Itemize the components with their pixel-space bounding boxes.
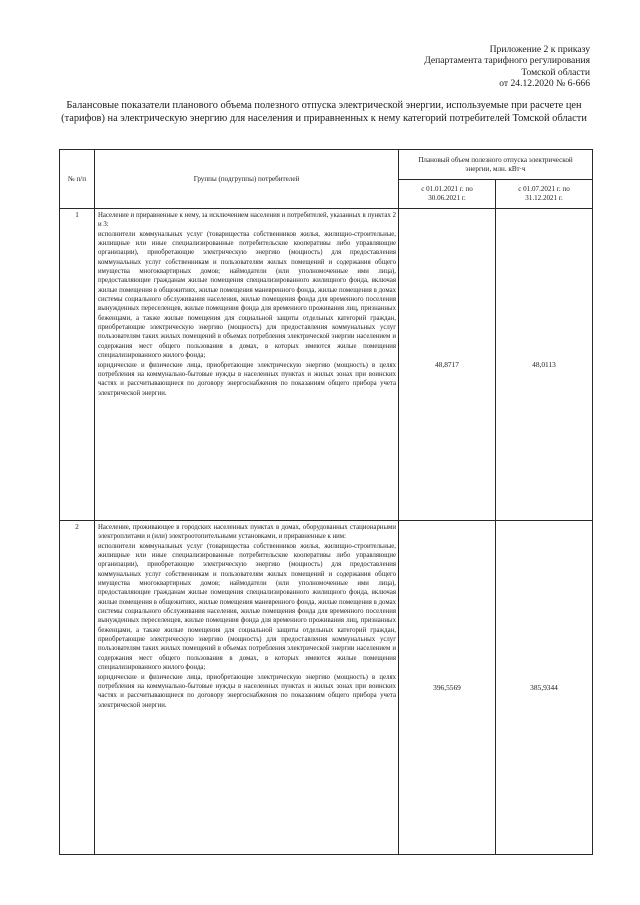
consumer-group-cell [95,209,399,521]
header-period-1: с 01.01.2021 г. по 30.06.2021 г. [399,180,496,209]
group-paragraph: исполнители коммунальных услуг (товарищества собственников жилья, жилищно-строительные, жилищные или иные специализированные потребительские кооперативы либо управляющие организации), приобретающие электрическую энергию (мощность) для предоставления коммунальных услуг собственникам и пользователям жилых помещений и содержания общего имущества многоквартирных домов; наймодатели (или уполномоченные ими лица), предоставляющие гражданам жилые помещения специализированного жилищного фонда, включая жилые помещения в общежитиях, жилые помещения маневренного фонда, жилые помещения в домах системы социального обслуживания населения, жилые помещения фонда для временного поселения вынужденных переселенцев, жилые помещения фонда для временного проживания лиц, признанных беженцами, а также жилые помещения для социальной защиты отдельных категорий граждан, приобретающие электрическую энергию (мощность) для предоставления коммунальных услуг пользователям таких жилых помещений в объемах потребления электрической энергии населением и содержания мест общего пользования в домах, в которых имеются жилые помещения специализированного жилого фонда; [98,230,396,360]
group-paragraph: юридические и физические лица, приобретающие электрическую энергию (мощность) в целях потребления на коммунально-бытовые нужды в населенных пунктах и жилых зонах при воинских частях и рассчитывающиеся по договору энергоснабжения по показаниям общего прибора учета электрической энергии. [98,361,396,397]
header-group: Группы (подгруппы) потребителей [95,150,399,209]
volume-period-2: 48,0113 [496,209,593,521]
group-intro: Население и приравненные к нему, за исключением населения и потребителей, указанных в пунктах 2 и 3: [98,212,396,229]
volume-period-2: 385,9344 [496,521,593,855]
appendix-line-4: от 24.12.2020 № 6-666 [499,78,590,90]
volume-period-1: 396,5569 [399,521,496,855]
group-paragraph: юридические и физические лица, приобретающие электрическую энергию (мощность) в целях потребления на коммунально-бытовые нужды в населенных пунктах и жилых зонах при воинских частях и рассчитывающиеся по договору энергоснабжения по показаниям общего прибора учета электрической энергии. [98,673,396,709]
row-number: 1 [60,209,95,521]
table-row [60,209,593,521]
header-volume: Плановый объем полезного отпуска электрической энергии, млн. кВт·ч [399,150,593,180]
header-num: № п/п [60,150,95,209]
balance-table [59,149,593,855]
header-period-2: с 01.07.2021 г. по 31.12.2021 г. [496,180,593,209]
appendix-block [340,44,590,90]
group-paragraph: исполнители коммунальных услуг (товарищества собственников жилья, жилищно-строительные, жилищные или иные специализированные потребительские кооперативы либо управляющие организации), приобретающие электрическую энергию (мощность) для предоставления коммунальных услуг собственникам и пользователям жилых помещений и содержания общего имущества многоквартирных домов; наймодатели (или уполномоченные ими лица), предоставляющие гражданам жилые помещения специализированного жилищного фонда, включая жилые помещения в общежитиях, жилые помещения маневренного фонда, жилые помещения в домах системы социального обслуживания населения, жилые помещения фонда для временного поселения вынужденных переселенцев, жилые помещения фонда для временного проживания лиц, признанных беженцами, а также жилые помещения для социальной защиты отдельных категорий граждан, приобретающие электрическую энергию (мощность) для предоставления коммунальных услуг пользователям таких жилых помещений в объемах потребления электрической энергии населением и содержания мест общего пользования в домах, в которых имеются жилые помещения специализированного жилого фонда; [98,542,396,672]
appendix-line-2: Департамента тарифного регулирования [424,55,590,67]
volume-period-1: 48,8717 [399,209,496,521]
appendix-line-3: Томской области [521,66,590,78]
document-title: Балансовые показатели планового объема полезного отпуска электрической энергии, используемые при расчете цен (тарифов) на электрическую энергию для населения и приравненных к нему категорий потребителей Томской области [61,100,587,125]
table-row [60,521,593,855]
appendix-line-1: Приложение 2 к приказу [489,44,590,55]
row-number: 2 [60,521,95,855]
consumer-group-cell [95,521,399,855]
group-intro: Население, проживающее в городских населенных пунктах в домах, оборудованных стационарными электроплитами и (или) электроотопительными установками, и приравненные к ним: [98,524,396,541]
